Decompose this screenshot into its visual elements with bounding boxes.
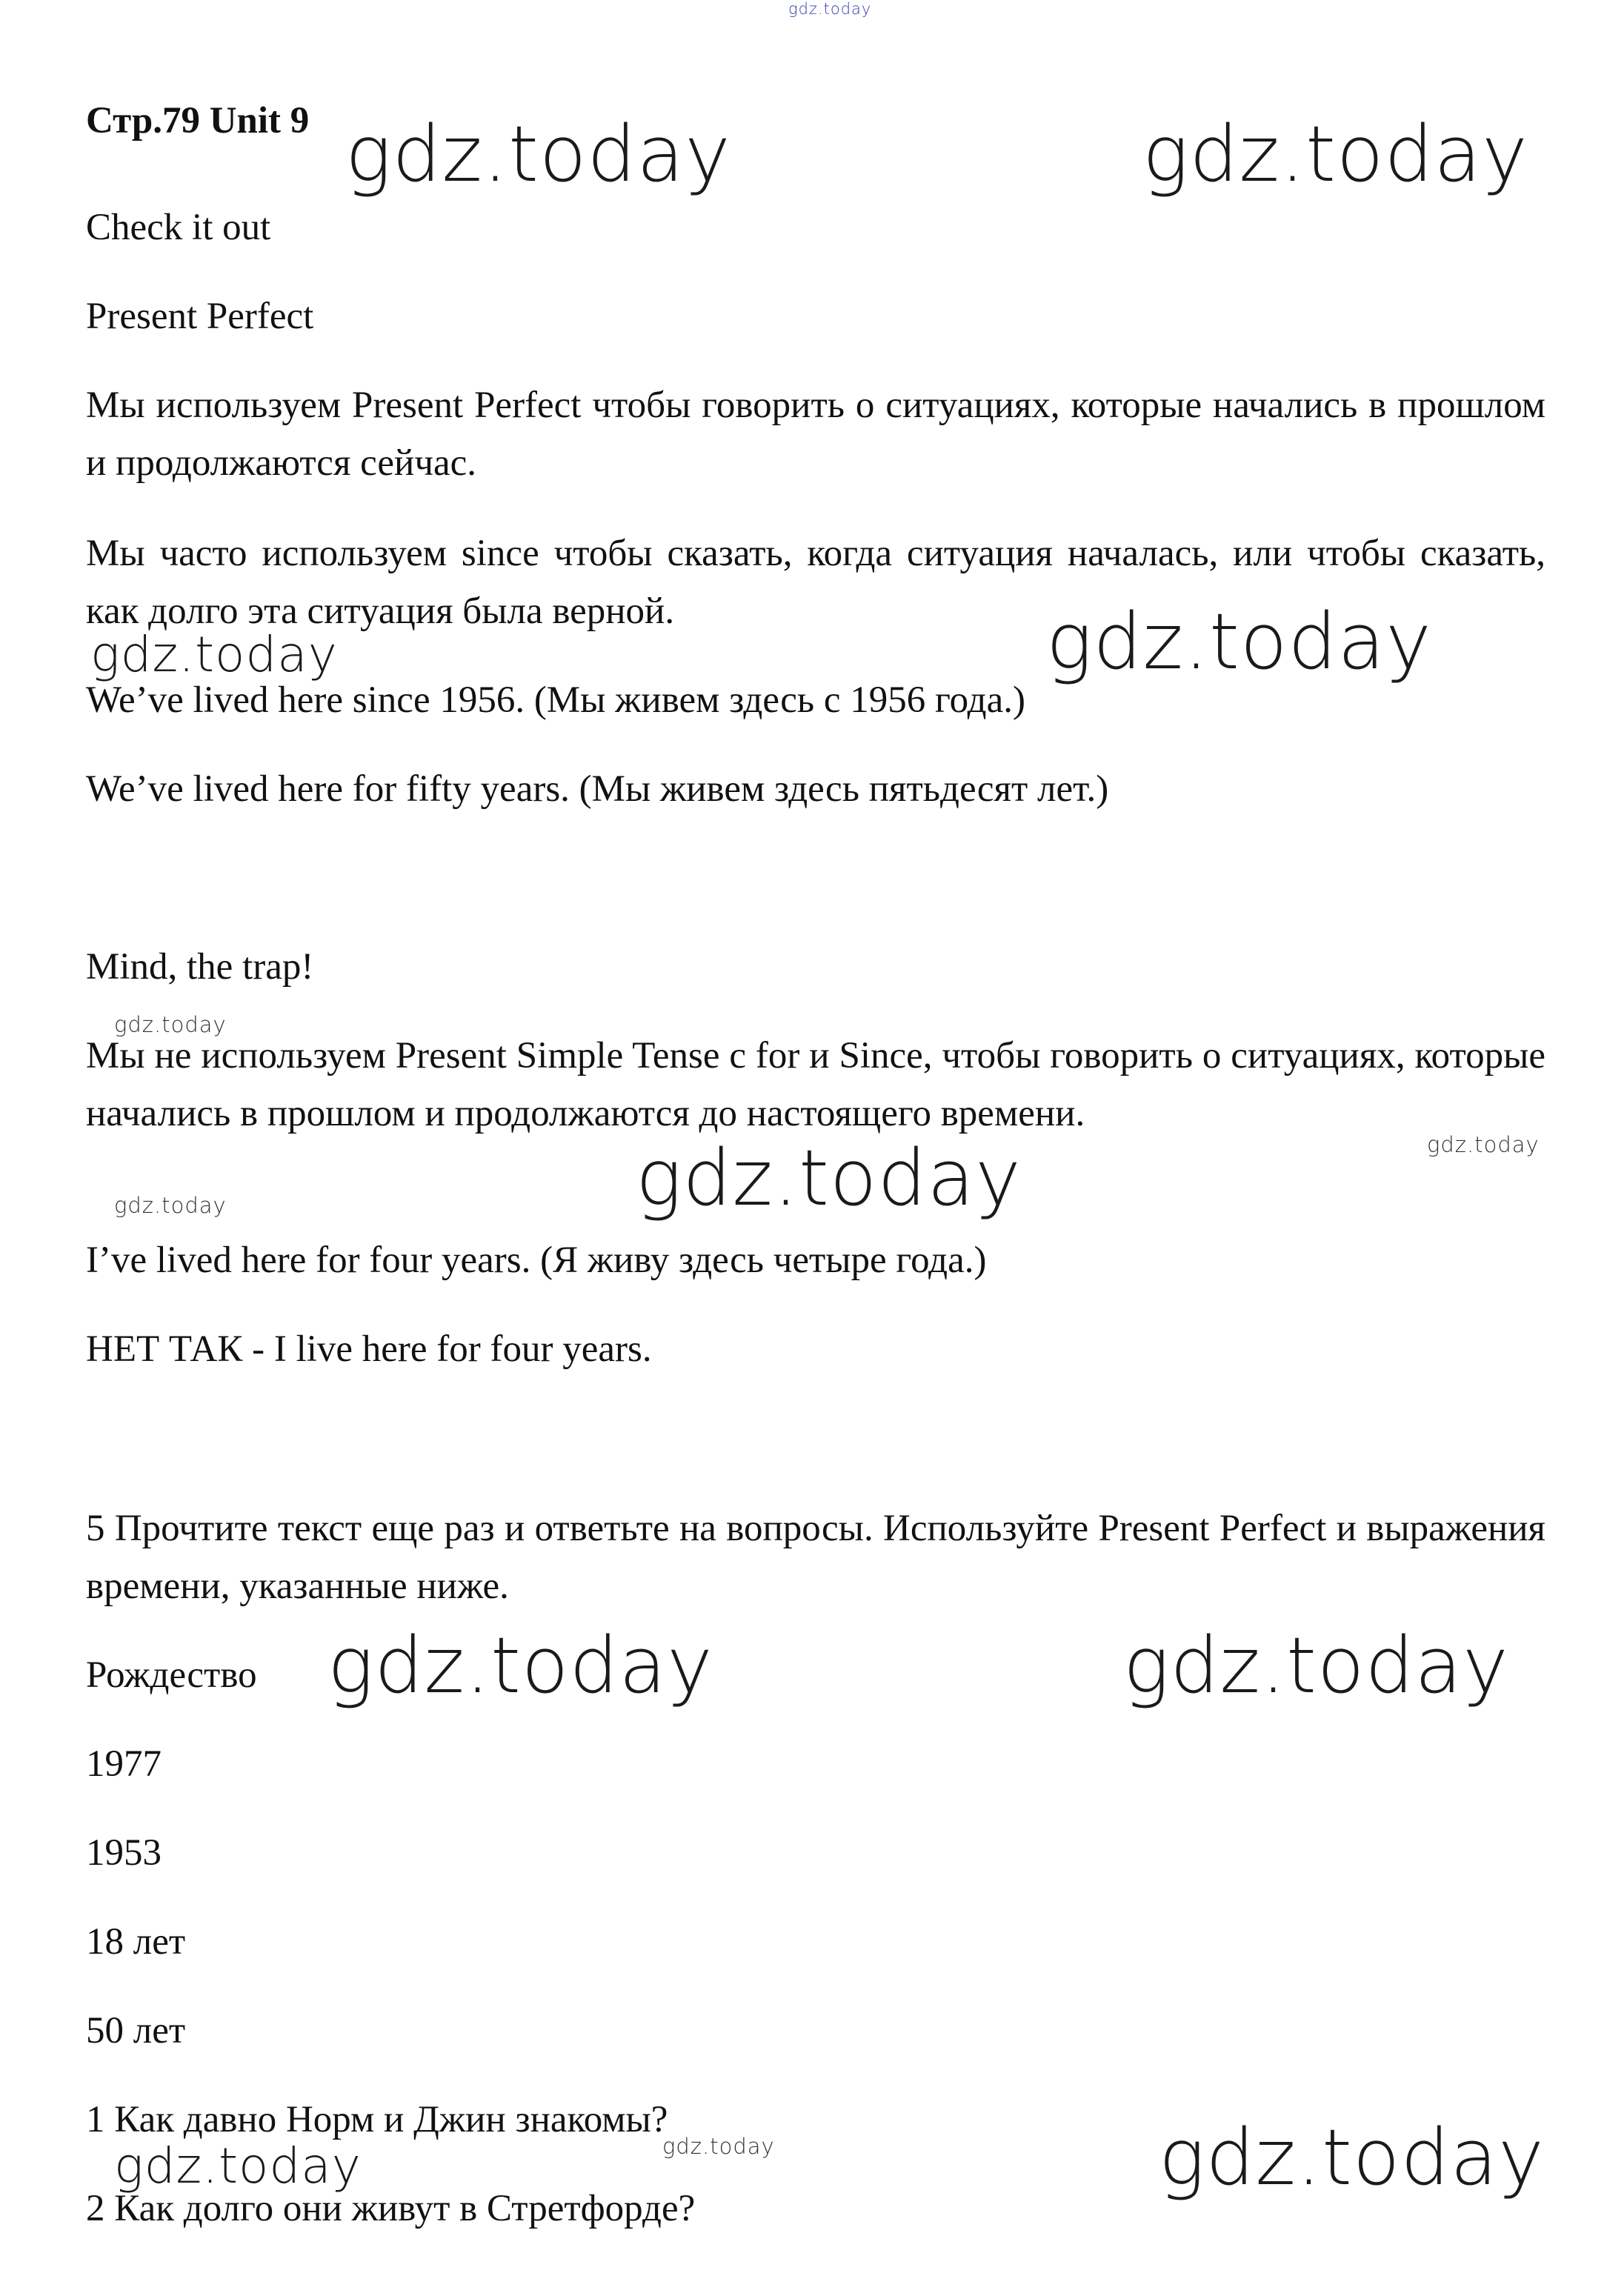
time-expression: 50 лет <box>86 2010 186 2052</box>
page-title: Стр.79 Unit 9 <box>86 100 310 142</box>
rule-paragraph-2: Мы часто используем since чтобы сказать, когда ситуация началась, или чтобы сказать, как долго эта ситуация была верной. <box>86 533 1545 632</box>
watermark: gdz.today <box>114 2137 362 2194</box>
watermark: gdz.today <box>1427 1132 1540 1157</box>
example-sentence-2: We’ve lived here for fifty years. (Мы живем здесь пятьдесят лет.) <box>86 768 1109 810</box>
time-expression: 1953 <box>86 1832 162 1874</box>
section-heading-check-it-out: Check it out <box>86 207 271 248</box>
watermark: gdz.today <box>1159 2112 1545 2203</box>
watermark: gdz.today <box>788 0 872 18</box>
trap-paragraph: Мы не используем Present Simple Tense с for и Since, чтобы говорить о ситуациях, которые начались в прошлом и продолжаются до настоящего времени. <box>86 1035 1545 1134</box>
time-expression: 18 лет <box>86 1921 186 1963</box>
time-expression: Рождество <box>86 1654 257 1696</box>
section-heading-mind-the-trap: Mind, the trap! <box>86 946 314 988</box>
watermark: gdz.today <box>90 626 338 683</box>
time-expression: 1977 <box>86 1743 162 1785</box>
question-1: 1 Как давно Норм и Джин знакомы? <box>86 2099 668 2140</box>
watermark: gdz.today <box>345 109 731 199</box>
rule-paragraph-1: Мы используем Present Perfect чтобы говорить о ситуациях, которые начались в прошлом и продолжаются сейчас. <box>86 385 1545 484</box>
watermark: gdz.today <box>114 1193 227 1218</box>
watermark: gdz.today <box>1046 596 1432 687</box>
trap-example-2: НЕТ ТАК - I live here for four years. <box>86 1328 652 1370</box>
watermark: gdz.today <box>1123 1620 1509 1711</box>
question-2: 2 Как долго они живут в Стретфорде? <box>86 2188 696 2229</box>
watermark: gdz.today <box>636 1133 1022 1223</box>
trap-example-1: I’ve lived here for four years. (Я живу здесь четыре года.) <box>86 1239 987 1281</box>
example-sentence-1: We’ve lived here since 1956. (Мы живем здесь с 1956 года.) <box>86 679 1026 721</box>
exercise-instruction: 5 Прочтите текст еще раз и ответьте на вопросы. Используйте Present Perfect и выражения времени, указанные ниже. <box>86 1508 1545 1607</box>
watermark: gdz.today <box>114 1012 227 1037</box>
section-subheading-present-perfect: Present Perfect <box>86 296 314 337</box>
watermark: gdz.today <box>662 2134 775 2159</box>
watermark: gdz.today <box>327 1620 713 1711</box>
watermark: gdz.today <box>1142 109 1528 199</box>
